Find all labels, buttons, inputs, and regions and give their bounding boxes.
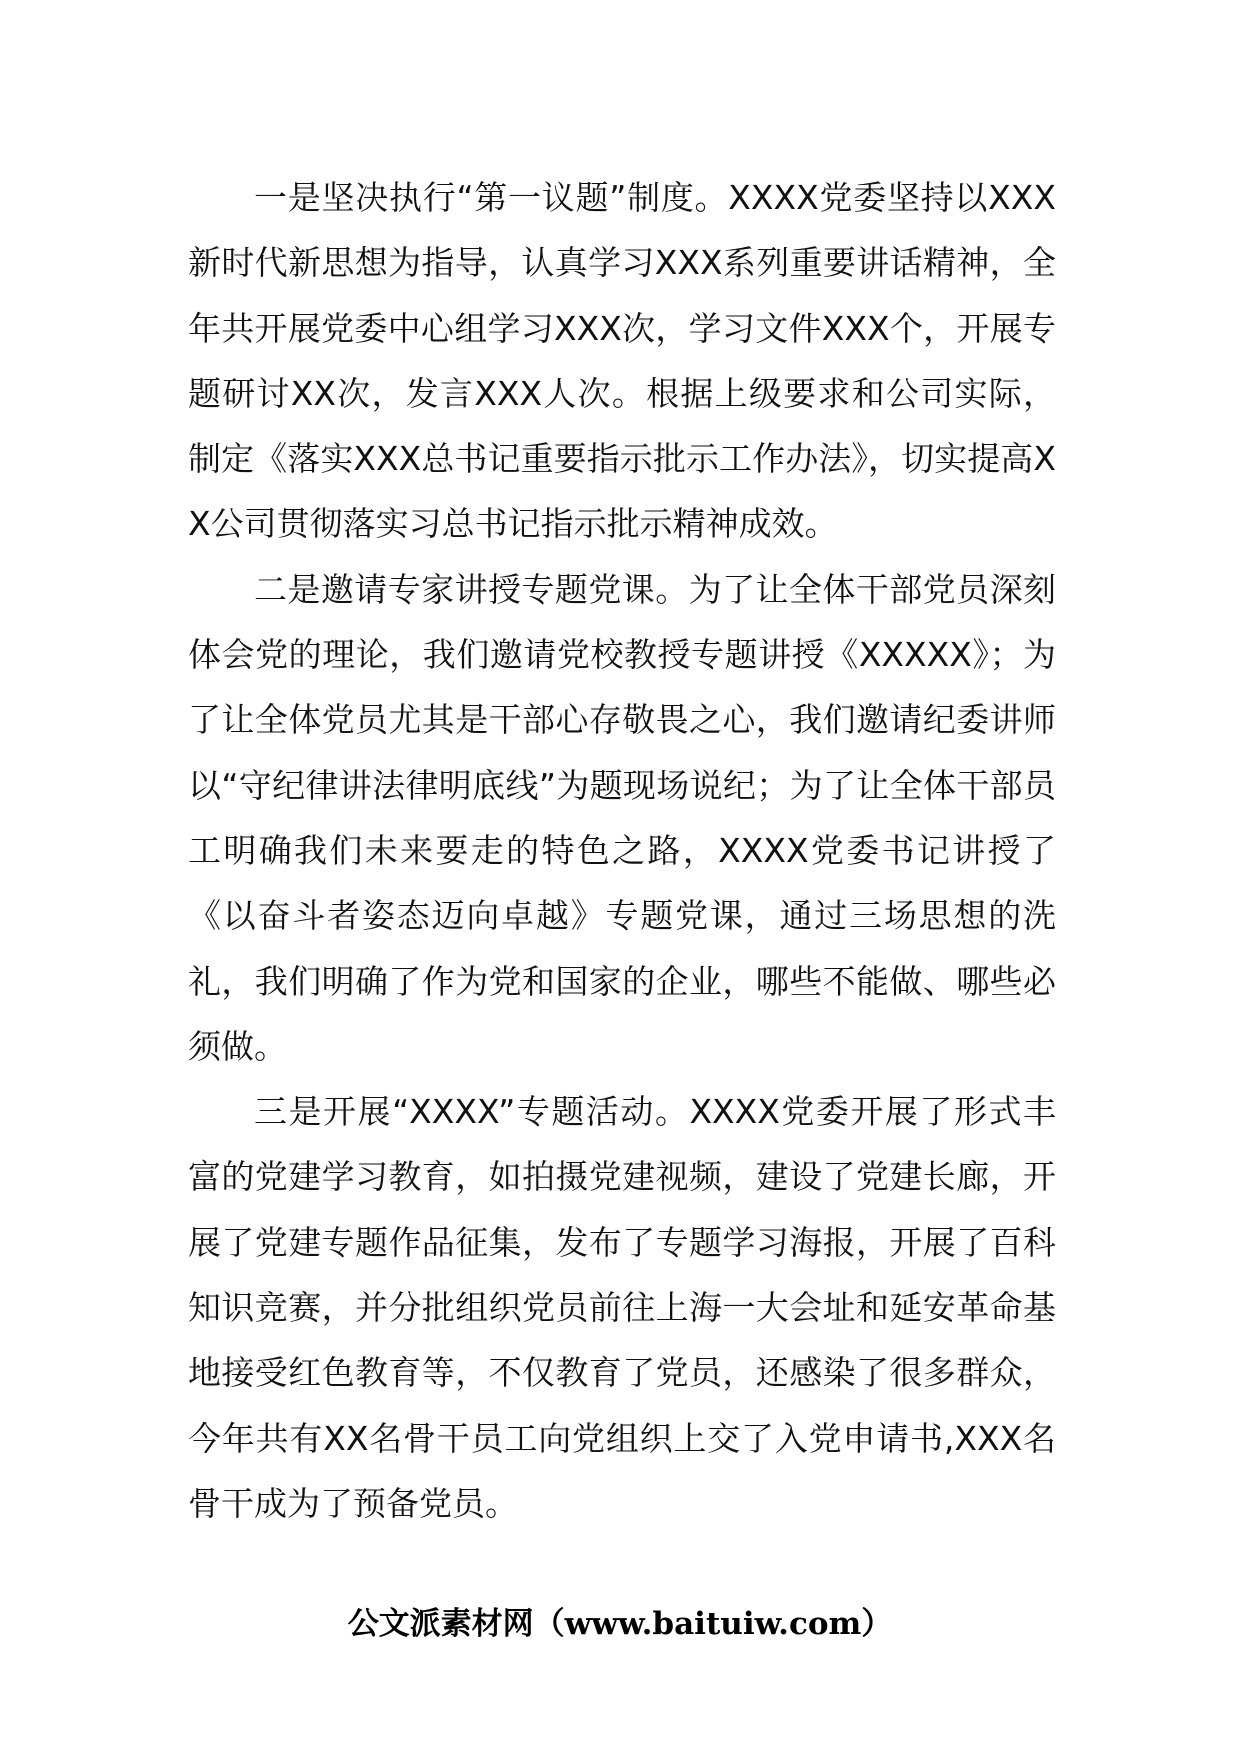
body-text — [188, 165, 1056, 1536]
paragraph-themed-activities: 三是开展“XXXX”专题活动。XXXX党委开展了形式丰富的党建学习教育，如拍摄党建视频，建设了党建长廊，开展了党建专题作品征集，发布了专题学习海报，开展了百科知识竞赛，并分批组织党员前往上海一大会址和延安革命基地接受红色教育等，不仅教育了党员，还感染了很多群众，今年共有XX名骨干员工向党组织上交了入党申请书,XXX名骨干成为了预备党员。 — [188, 1092, 1056, 1523]
footer-watermark-text: 公文派素材网（www.baituiw.com） — [347, 1606, 893, 1642]
paragraph-first-agenda: 一是坚决执行“第一议题”制度。XXXX党委坚持以XXX新时代新思想为指导，认真学习XXX系列重要讲话精神，全年共开展党委中心组学习XXX次，学习文件XXX个，开展专题研讨XX次，发言XXX人次。根据上级要求和公司实际，制定《落实XXX总书记重要指示批示工作办法》，切实提高XX公司贯彻落实习总书记指示批示精神成效。 — [188, 178, 1056, 544]
paragraph-expert-lectures: 二是邀请专家讲授专题党课。为了让全体干部党员深刻体会党的理论，我们邀请党校教授专题讲授《XXXXX》；为了让全体党员尤其是干部心存敬畏之心，我们邀请纪委讲师以“守纪律讲法律明底线”为题现场说纪；为了让全体干部员工明确我们未来要走的特色之路，XXXX党委书记讲授了《以奋斗者姿态迈向卓越》专题党课，通过三场思想的洗礼，我们明确了作为党和国家的企业，哪些不能做、哪些必须做。 — [188, 569, 1056, 1066]
